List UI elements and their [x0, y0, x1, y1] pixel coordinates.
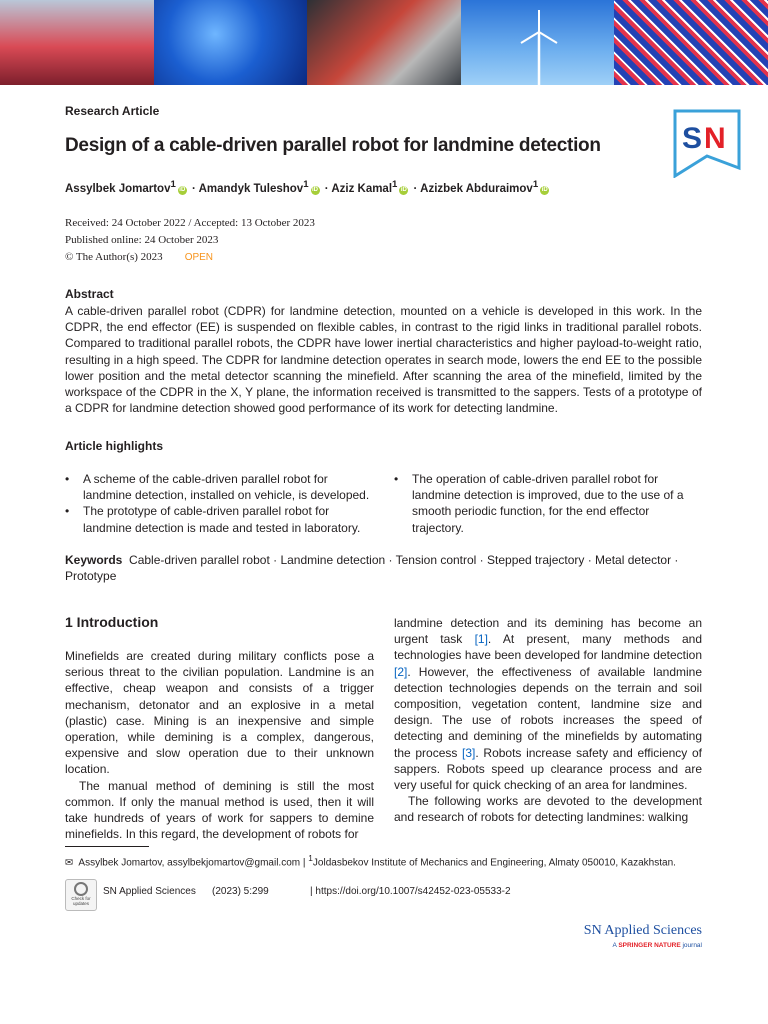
paragraph: Minefields are created during military conflicts pose a serious threat to the civilian population. Landmine is an effective, cheap weapon and consists of a trigger mechanism, detonator and an explosive in a metal (plastic) case. Mining is an inexpensive and simple operation, while demining is a complex, dangerous, expensive and slow operation due to their unknown location.	[65, 649, 374, 777]
envelope-icon[interactable]: ✉	[65, 857, 74, 869]
article-dates	[65, 215, 315, 266]
svg-text:N: N	[704, 122, 726, 155]
paragraph: landmine detection and its demining has become an urgent task [1]. At present, many methods and technologies have been developed for landmine detection [2]. However, the effectiveness of available landmine detection technologies depends on the terrain and soil composition, vegetation content, landmine size and design. The use of robots increases the speed of detecting and demining of the minefields by automating the process [3]. Robots increase safety and efficiency of sappers. Robots speed up clearance process and are very useful for quick checking of an area for landmines.	[394, 616, 703, 793]
banner-image-energy	[154, 0, 308, 85]
highlight-item: • A scheme of the cable-driven parallel robot for landmine detection, installed on vehicle, is developed.	[65, 471, 375, 503]
orcid-icon[interactable]: iD	[312, 186, 319, 193]
highlight-item: • The operation of cable-driven parallel robot for landmine detection is improved, due to the use of a smooth periodic function, for the end effector trajectory.	[394, 471, 702, 536]
banner-image-machine	[307, 0, 461, 85]
paragraph: The following works are devoted to the development and research of robots for detecting landmines: walking	[394, 794, 702, 825]
published-date: Published online: 24 October 2023	[65, 234, 219, 246]
journal-brand: SN Applied Sciences	[583, 923, 702, 938]
section-heading-introduction: 1 Introduction	[65, 614, 159, 630]
abstract-text: A cable-driven parallel robot (CDPR) for landmine detection, mounted on a vehicle is developed in this work. In the CDPR, the end effector (EE) is suspended on flexible cables, in contrast to the rigid links in traditional parallel robots. Compared to traditional parallel robots, the CDPR have lower inertial characteristics and higher payload-to-weight ratio, resulting in a high speed. The CDPR for landmine detection operates in search mode, lowers the end EE to the possible lower position and the metal detector scanning the minefield. After scanning the area of the minefield, limited by the workspace of the CDPR in the X, Y plane, the information received is transmitted to the sappers. Tests of a prototype of a CDPR for landmine detection showed good performance of its work for detecting landmine.	[65, 304, 702, 416]
wind-turbine-icon	[519, 10, 559, 85]
article-type: Research Article	[65, 104, 160, 118]
orcid-icon[interactable]: iD	[179, 186, 186, 193]
svg-text:S: S	[682, 122, 703, 155]
orcid-icon[interactable]: iD	[400, 186, 407, 193]
highlight-item: • The prototype of cable-driven parallel robot for landmine detection is made and tested in laboratory.	[65, 503, 375, 535]
keywords-label: Keywords	[65, 553, 123, 567]
footer-volume: (2023) 5:299	[212, 886, 269, 897]
copyright: © The Author(s) 2023	[65, 251, 163, 263]
footnote: ✉ Assylbek Jomartov, assylbekjomartov@gmail.com | $^1$Joldasbekov Institute of Mechanics and Engineering, Almaty 050010, Kazakhstan.	[65, 853, 676, 869]
citation-link[interactable]: [1]	[474, 632, 488, 647]
sn-logo-icon	[672, 108, 742, 178]
citation-link[interactable]: [2]	[394, 664, 408, 679]
banner-image-lab	[0, 0, 154, 85]
citation-link[interactable]: [3]	[462, 745, 476, 760]
highlights-heading: Article highlights	[65, 439, 164, 453]
open-access-badge: OPEN	[184, 252, 214, 263]
affiliation: Joldasbekov Institute of Mechanics and Engineering, Almaty 050010, Kazakhstan.	[312, 857, 676, 869]
received-accepted: Received: 24 October 2022 / Accepted: 13 October 2023	[65, 217, 315, 229]
intro-column-1	[65, 648, 374, 842]
author-name[interactable]: Aziz Kamal	[331, 182, 393, 195]
check-for-updates-badge[interactable]: Check for updates	[65, 879, 97, 911]
footnote-divider	[65, 846, 149, 847]
footer-doi[interactable]: | https://doi.org/10.1007/s42452-023-05533-2	[310, 886, 511, 897]
abstract-heading: Abstract	[65, 287, 114, 301]
corresponding-author[interactable]: Assylbek Jomartov, assylbekjomartov@gmail.com	[78, 857, 301, 869]
header-banner	[0, 0, 768, 85]
publisher-brand: A SPRINGER NATURE journal	[612, 942, 702, 949]
author-name[interactable]: Azizbek Abduraimov	[420, 182, 533, 195]
banner-image-wind	[461, 0, 615, 85]
keywords-text: Cable-driven parallel robot · Landmine detection · Tension control · Stepped trajectory · Metal detector · Prototype	[65, 553, 679, 584]
keywords	[65, 552, 702, 584]
footer-journal: SN Applied Sciences	[103, 886, 196, 897]
orcid-icon[interactable]: iD	[541, 186, 548, 193]
highlights-right	[394, 471, 702, 536]
page-title: Design of a cable-driven parallel robot for landmine detection	[65, 135, 601, 156]
author-name[interactable]: Amandyk Tuleshov	[198, 182, 304, 195]
author-list: Assylbek Jomartov$^1$ iD · Amandyk Tuleshov$^1$ iD · Aziz Kamal$^1$ iD · Azizbek Abduraimov$^1$ iD	[65, 179, 548, 195]
highlights-left	[65, 471, 375, 536]
refresh-icon	[74, 882, 88, 896]
intro-column-2	[394, 615, 702, 826]
author-name[interactable]: Assylbek Jomartov	[65, 182, 171, 195]
banner-image-pattern	[614, 0, 768, 85]
paragraph: The manual method of demining is still the most common. If only the manual method is used, then it will take hundreds of years of work for sappers to demine minefields. In this regard, the development of robots for	[65, 778, 374, 842]
